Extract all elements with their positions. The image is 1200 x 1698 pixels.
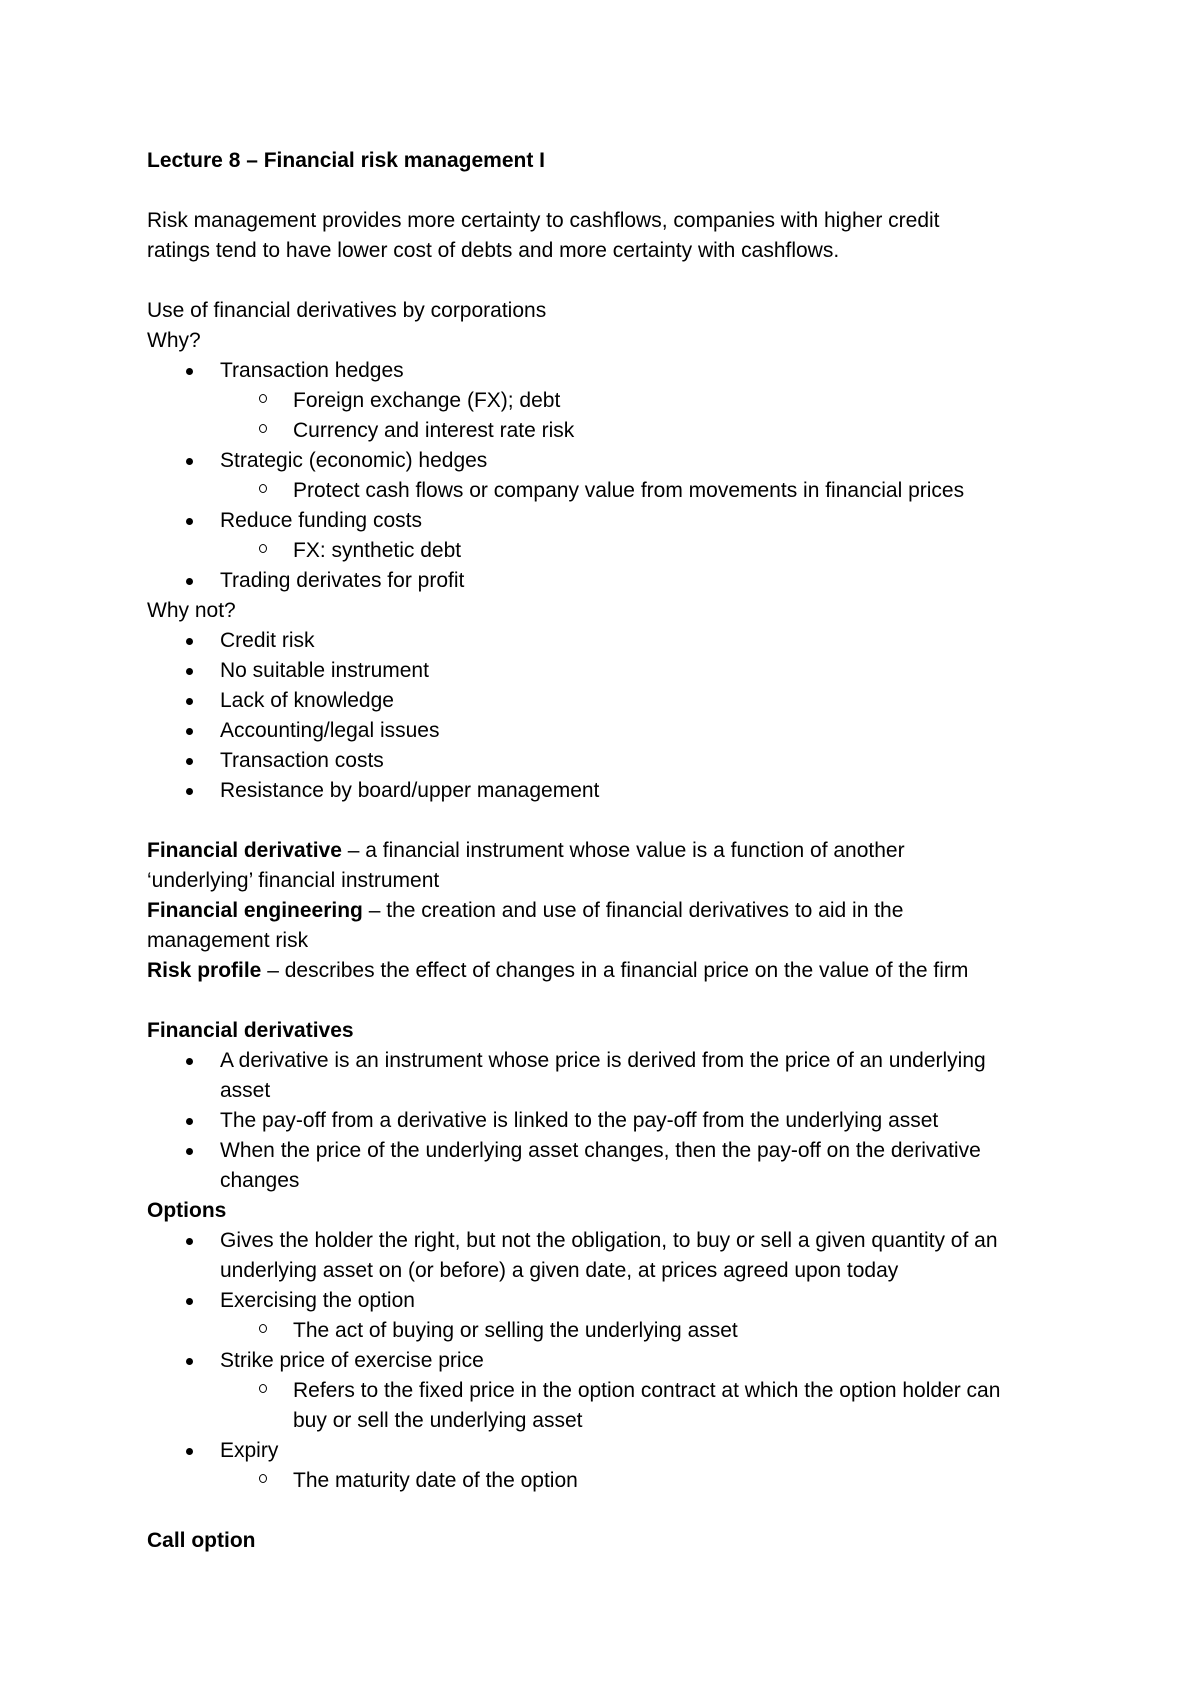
list-item-text: Transaction hedges [220,359,404,382]
list-item [147,1346,1097,1376]
list-item [147,686,1097,716]
list-item [147,1286,1097,1316]
why-list [147,356,1097,596]
intro-line-1: Risk management provides more certainty to cashflows, companies with higher credit [147,209,940,232]
why-not-list [147,626,1097,806]
list-item-text: Expiry [220,1439,279,1462]
definition-financial-derivative-cont: ‘underlying’ financial instrument [147,869,440,892]
list-item-continuation [147,1166,1097,1196]
bullet-icon [186,518,193,525]
spacer [147,176,1097,206]
bullet-icon [186,1118,193,1125]
list-item [147,656,1097,686]
sub-list-item [147,386,1097,416]
bullet-icon [186,368,193,375]
sub-list-item [147,416,1097,446]
list-item-text: Refers to the fixed price in the option contract at which the option holder can [293,1379,1001,1402]
definition-term: Financial derivative [147,839,342,862]
definition-risk-profile [147,956,1097,986]
sub-list-item [147,1316,1097,1346]
bullet-icon [186,1238,193,1245]
list-item-text: Strike price of exercise price [220,1349,484,1372]
list-item [147,716,1097,746]
definition-financial-engineering-cont: management risk [147,929,309,952]
list-item-text: FX: synthetic debt [293,539,462,562]
bullet-icon [186,1358,193,1365]
sub-list-item [147,1466,1097,1496]
intro-line-2: ratings tend to have lower cost of debts and more certainty with cashflows. [147,239,840,262]
bullet-icon [186,758,193,765]
financial-derivatives-list [147,1046,1097,1196]
list-item [147,1106,1097,1136]
bullet-icon [186,458,193,465]
list-item-text: Reduce funding costs [220,509,422,532]
circle-bullet-icon [259,1384,267,1393]
document-page [147,146,1097,1556]
list-item [147,506,1097,536]
sub-list-item [147,476,1097,506]
circle-bullet-icon [259,544,267,553]
list-item-text: The maturity date of the option [293,1469,578,1492]
list-item-text: A derivative is an instrument whose price is derived from the price of an underlying [220,1049,986,1072]
list-item-text: asset [220,1079,271,1102]
why-label: Why? [147,329,201,352]
bullet-icon [186,728,193,735]
spacer [147,806,1097,836]
list-item-text: Transaction costs [220,749,384,772]
bullet-icon [186,638,193,645]
definition-text: – a financial instrument whose value is a function of another [341,839,905,862]
list-item-text: Credit risk [220,629,315,652]
why-not-label: Why not? [147,599,236,622]
circle-bullet-icon [259,424,267,433]
list-item-text: Resistance by board/upper management [220,779,600,802]
list-item-continuation [147,1256,1097,1286]
circle-bullet-icon [259,484,267,493]
list-item-continuation [147,1076,1097,1106]
list-item-text: Strategic (economic) hedges [220,449,488,472]
definition-text: – describes the effect of changes in a financial price on the value of the firm [261,959,969,982]
bullet-icon [186,578,193,585]
spacer [147,1496,1097,1526]
spacer [147,266,1097,296]
bullet-icon [186,1298,193,1305]
list-item [147,566,1097,596]
list-item-text: When the price of the underlying asset changes, then the pay-off on the derivative [220,1139,981,1162]
circle-bullet-icon [259,394,267,403]
list-item-text: buy or sell the underlying asset [293,1409,583,1432]
sub-list-item-continuation [147,1406,1097,1436]
definition-financial-engineering [147,896,1097,926]
circle-bullet-icon [259,1324,267,1333]
bullet-icon [186,698,193,705]
list-item-text: Currency and interest rate risk [293,419,575,442]
list-item [147,776,1097,806]
list-item-text: underlying asset on (or before) a given date, at prices agreed upon today [220,1259,899,1282]
bullet-icon [186,1058,193,1065]
list-item-text: Lack of knowledge [220,689,394,712]
call-option-heading: Call option [147,1529,256,1552]
list-item [147,1136,1097,1166]
definition-term: Risk profile [147,959,262,982]
list-item-text: No suitable instrument [220,659,429,682]
definition-financial-derivative [147,836,1097,866]
list-item [147,746,1097,776]
list-item-text: Trading derivates for profit [220,569,465,592]
derivatives-use-heading: Use of financial derivatives by corporations [147,299,547,322]
definition-text: – the creation and use of financial derivatives to aid in the [362,899,904,922]
sub-list-item [147,536,1097,566]
list-item [147,356,1097,386]
bullet-icon [186,1448,193,1455]
definition-term: Financial engineering [147,899,363,922]
options-heading: Options [147,1199,227,1222]
list-item [147,1226,1097,1256]
bullet-icon [186,788,193,795]
list-item-text: Gives the holder the right, but not the obligation, to buy or sell a given quantity of an [220,1229,998,1252]
list-item [147,1436,1097,1466]
list-item [147,446,1097,476]
list-item-text: Protect cash flows or company value from movements in financial prices [293,479,965,502]
list-item-text: Exercising the option [220,1289,415,1312]
list-item-text: The act of buying or selling the underlying asset [293,1319,738,1342]
sub-list-item [147,1376,1097,1406]
circle-bullet-icon [259,1474,267,1483]
financial-derivatives-heading: Financial derivatives [147,1019,354,1042]
list-item-text: changes [220,1169,300,1192]
list-item [147,1046,1097,1076]
bullet-icon [186,668,193,675]
list-item-text: The pay-off from a derivative is linked to the pay-off from the underlying asset [220,1109,939,1132]
list-item-text: Accounting/legal issues [220,719,440,742]
document-title: Lecture 8 – Financial risk management I [147,149,545,172]
spacer [147,986,1097,1016]
list-item [147,626,1097,656]
bullet-icon [186,1148,193,1155]
options-list [147,1226,1097,1496]
list-item-text: Foreign exchange (FX); debt [293,389,561,412]
